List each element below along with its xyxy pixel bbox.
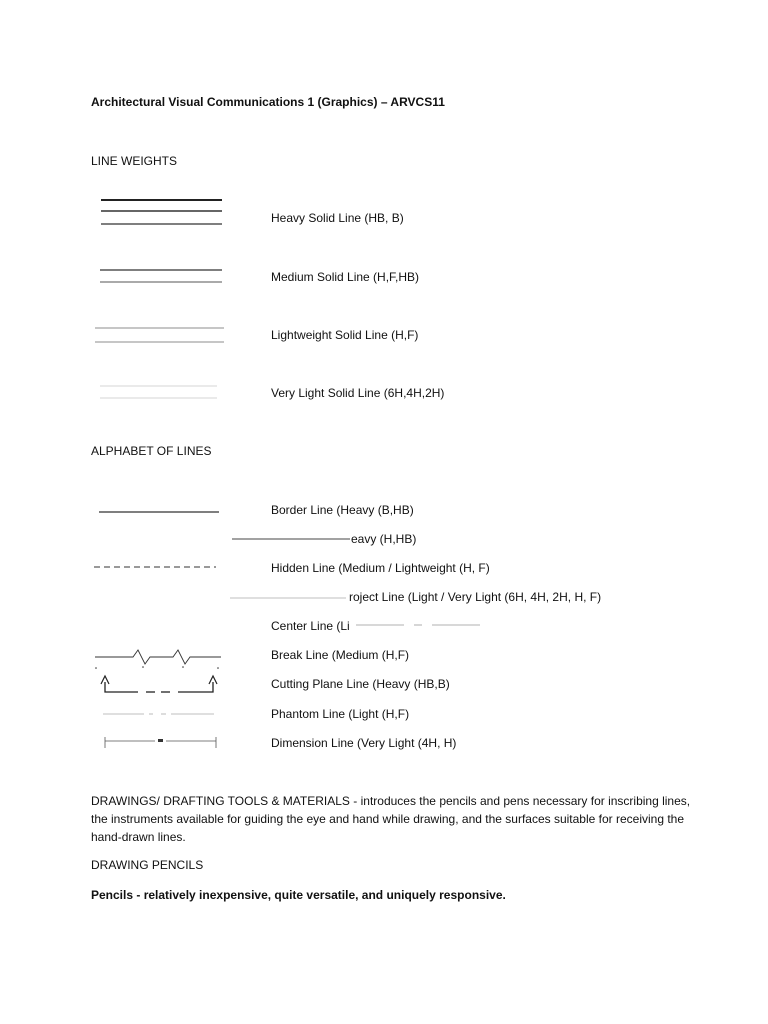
heavy-solid-line-sample bbox=[95, 195, 230, 230]
alphabet-label-projection: roject Line (Light / Very Light (6H, 4H, 2H, H, F) bbox=[349, 590, 602, 604]
line-weight-label-medium: Medium Solid Line (H,F,HB) bbox=[271, 270, 420, 284]
document-title: Architectural Visual Communications 1 (Graphics) – ARVCS11 bbox=[91, 95, 445, 109]
center-line-sample bbox=[352, 619, 487, 631]
cutting-plane-line-sample bbox=[98, 672, 222, 696]
alphabet-label-cutting-plane: Cutting Plane Line (Heavy (HB,B) bbox=[271, 677, 450, 691]
alphabet-label-phantom: Phantom Line (Light (H,F) bbox=[271, 707, 410, 721]
line-weight-label-heavy: Heavy Solid Line (HB, B) bbox=[271, 211, 404, 225]
phantom-line-sample bbox=[100, 709, 220, 719]
alphabet-label-dimension: Dimension Line (Very Light (4H, H) bbox=[271, 736, 457, 750]
very-light-solid-line-sample bbox=[95, 381, 225, 403]
break-line-sample bbox=[93, 645, 223, 671]
tools-paragraph bbox=[91, 792, 691, 846]
tools-lead: DRAWINGS/ DRAFTING TOOLS & MATERIALS bbox=[91, 794, 350, 808]
hidden-line-sample bbox=[92, 562, 220, 572]
alphabet-label-border: Border Line (Heavy (B,HB) bbox=[271, 503, 414, 517]
alphabet-label-object: eavy (H,HB) bbox=[351, 532, 417, 546]
alphabet-label-hidden: Hidden Line (Medium / Lightweight (H, F) bbox=[271, 561, 490, 575]
dimension-line-sample bbox=[100, 733, 220, 751]
medium-solid-line-sample bbox=[95, 265, 230, 287]
line-weight-label-very-light: Very Light Solid Line (6H,4H,2H) bbox=[271, 386, 445, 400]
alphabet-label-break: Break Line (Medium (H,F) bbox=[271, 648, 410, 662]
alphabet-heading: ALPHABET OF LINES bbox=[91, 444, 212, 458]
line-weights-heading: LINE WEIGHTS bbox=[91, 154, 178, 168]
pencils-description: Pencils - relatively inexpensive, quite versatile, and uniquely responsive. bbox=[91, 888, 506, 902]
tools-text: - introduces the pencils and pens necessary for inscribing lines, the instruments available for guiding the eye and hand while drawing, and the surfaces suitable for receiving the hand-drawn lines. bbox=[91, 794, 691, 844]
border-line-sample bbox=[95, 506, 225, 516]
drawing-pencils-heading: DRAWING PENCILS bbox=[91, 858, 204, 872]
lightweight-solid-line-sample bbox=[92, 323, 232, 347]
object-line-sample bbox=[230, 534, 355, 544]
projection-line-sample bbox=[228, 593, 350, 603]
alphabet-label-center: Center Line (Li bbox=[271, 619, 350, 633]
line-weight-label-lightweight: Lightweight Solid Line (H,F) bbox=[271, 328, 419, 342]
